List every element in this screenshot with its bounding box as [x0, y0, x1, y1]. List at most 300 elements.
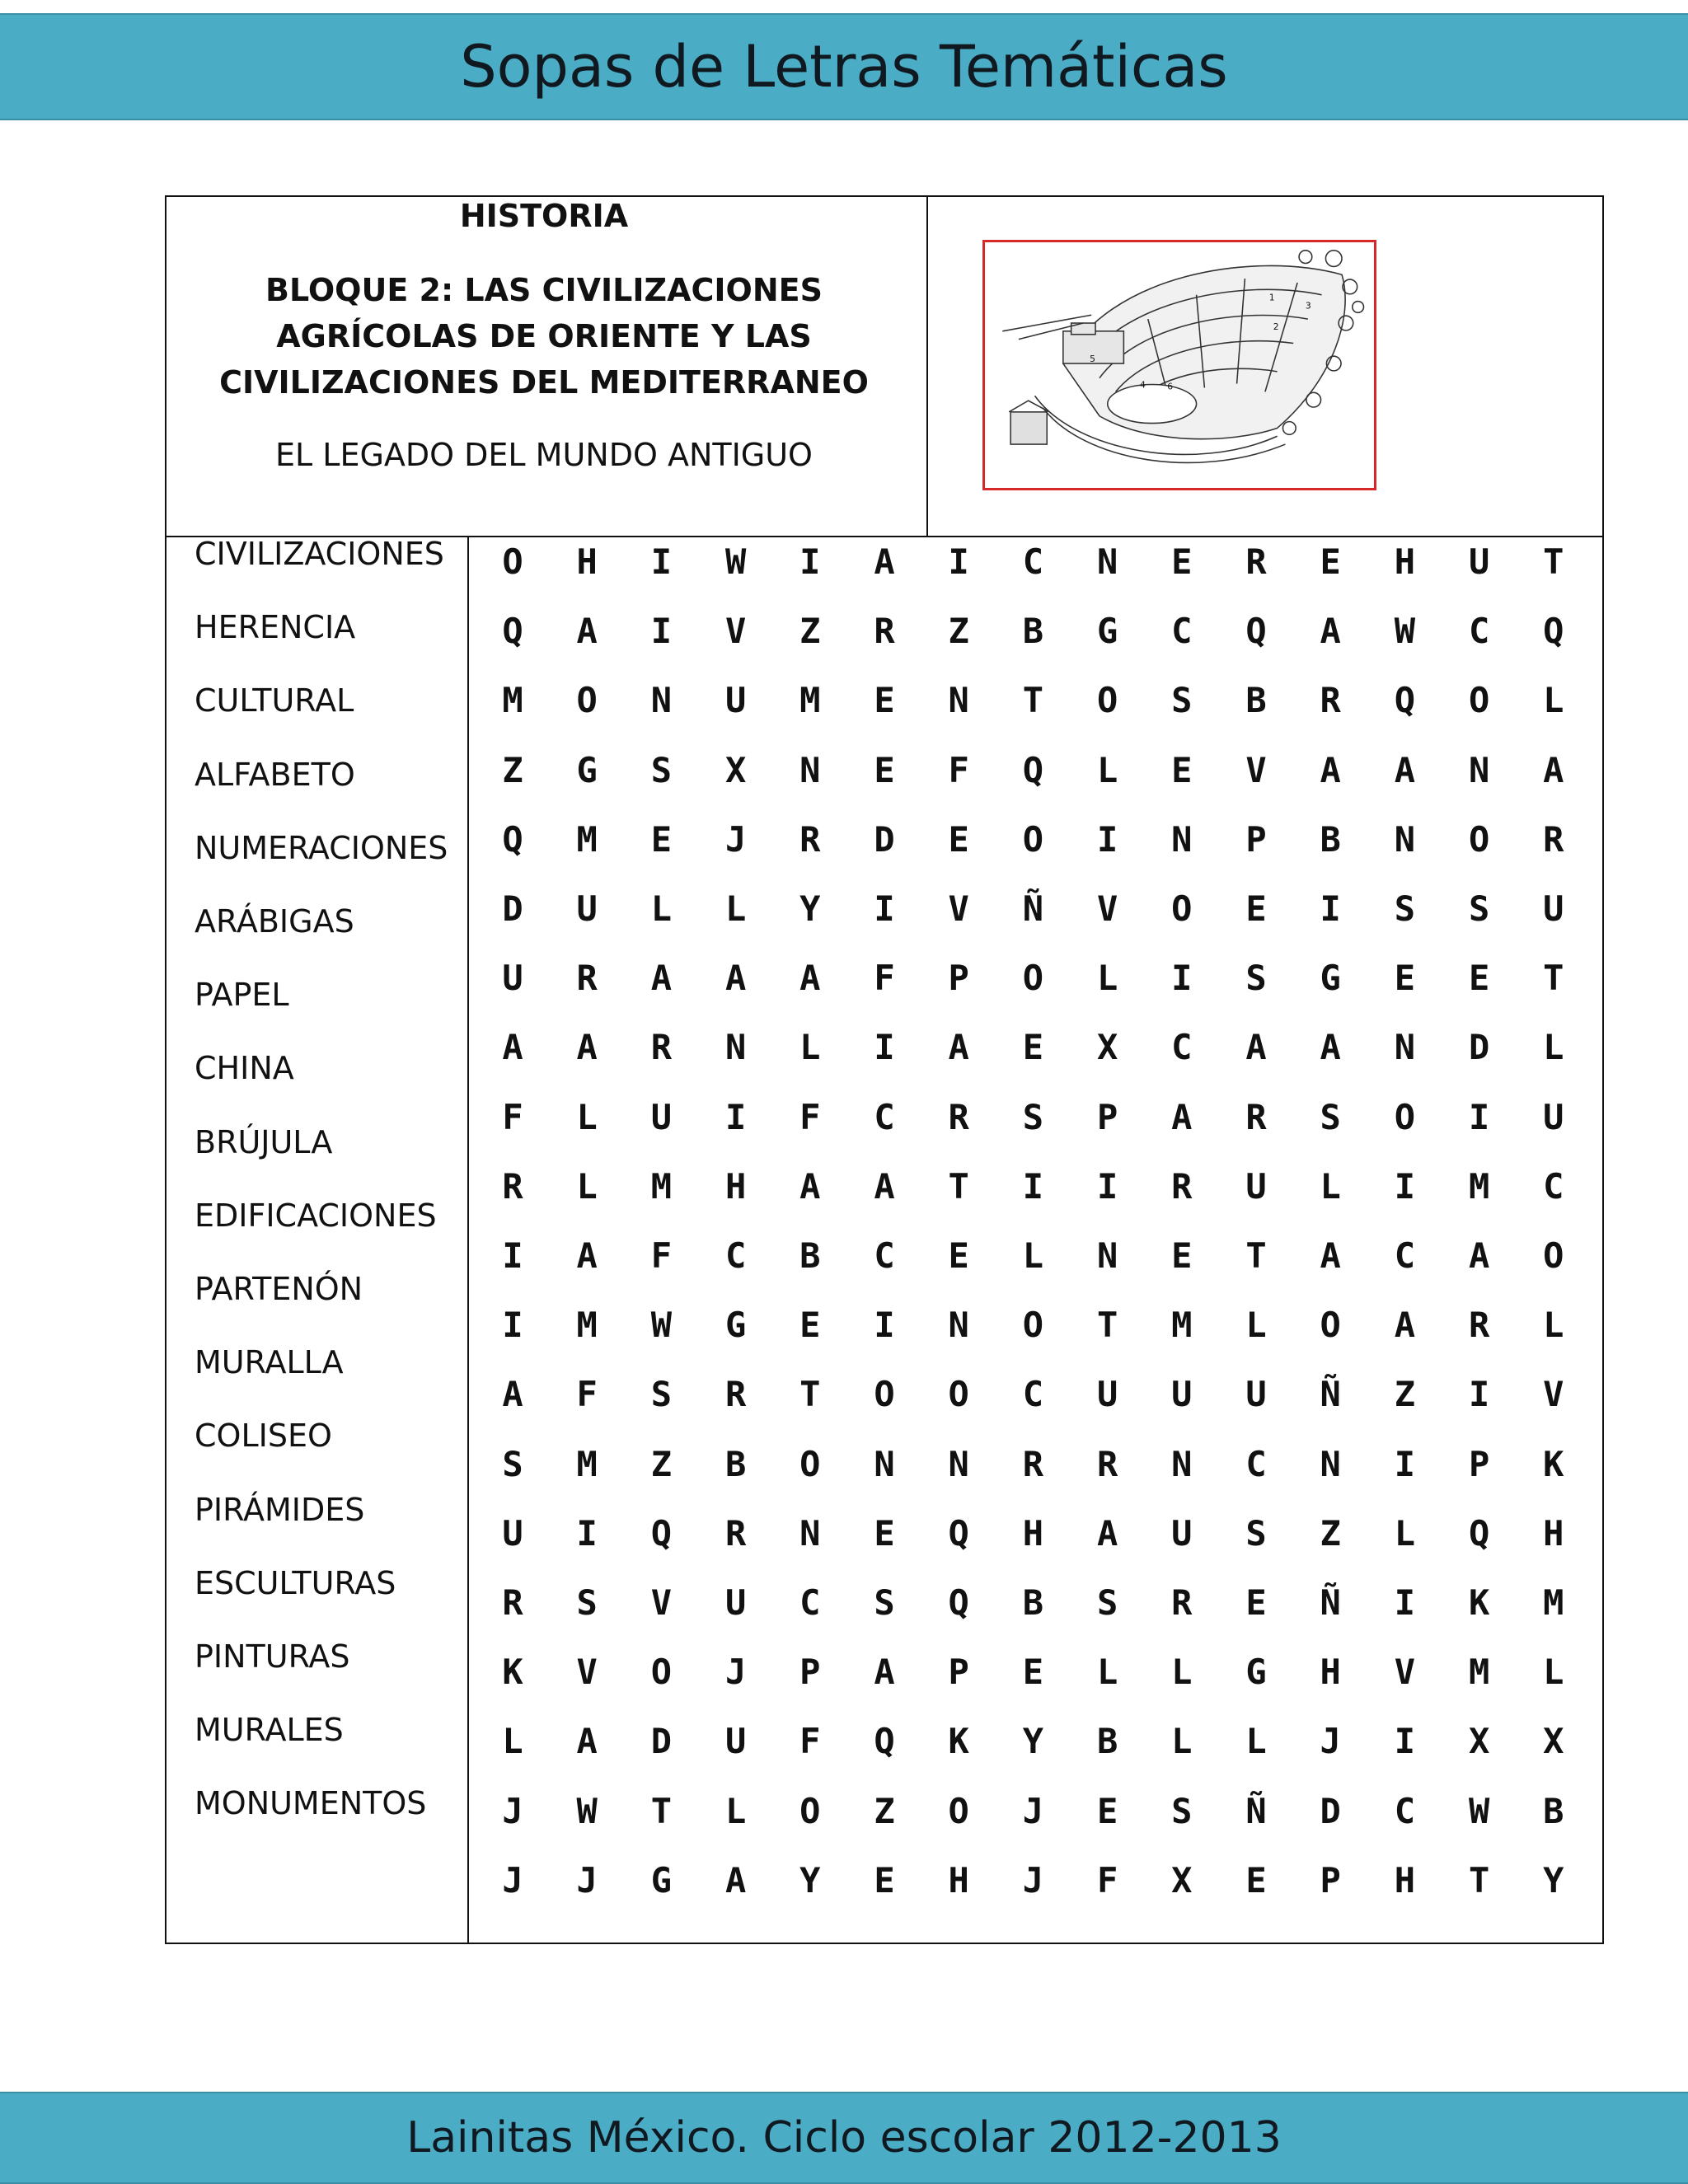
grid-letter[interactable]: M	[576, 1443, 598, 1484]
grid-letter[interactable]: A	[874, 1652, 895, 1693]
grid-letter[interactable]: G	[576, 749, 598, 790]
grid-letter[interactable]: C	[874, 1235, 895, 1276]
grid-letter[interactable]: L	[1096, 1652, 1118, 1693]
grid-letter[interactable]: K	[1543, 1443, 1564, 1484]
grid-letter[interactable]: N	[1171, 1443, 1193, 1484]
grid-letter[interactable]: A	[874, 1165, 895, 1207]
grid-letter[interactable]: R	[576, 958, 598, 999]
grid-letter[interactable]: A	[502, 1027, 523, 1068]
grid-letter[interactable]: R	[1171, 1582, 1193, 1623]
grid-letter[interactable]: K	[948, 1721, 969, 1762]
grid-letter[interactable]: Q	[1022, 749, 1044, 790]
grid-letter[interactable]: A	[724, 958, 747, 999]
grid-letter[interactable]: A	[650, 958, 673, 999]
grid-letter[interactable]: X	[1468, 1721, 1490, 1762]
grid-letter[interactable]: R	[1320, 680, 1341, 721]
grid-letter[interactable]: N	[948, 1305, 969, 1346]
grid-letter[interactable]: E	[1022, 1027, 1044, 1068]
grid-letter[interactable]: L	[724, 1790, 747, 1831]
grid-letter[interactable]: I	[502, 1305, 523, 1346]
grid-letter[interactable]: M	[1543, 1582, 1564, 1623]
grid-letter[interactable]: I	[1022, 1165, 1044, 1207]
grid-letter[interactable]: U	[724, 1582, 747, 1623]
grid-letter[interactable]: R	[650, 1027, 673, 1068]
grid-letter[interactable]: E	[948, 1235, 969, 1276]
grid-letter[interactable]: Q	[874, 1721, 895, 1762]
grid-letter[interactable]: F	[948, 749, 969, 790]
grid-letter[interactable]: M	[1468, 1165, 1490, 1207]
grid-letter[interactable]: C	[1394, 1235, 1416, 1276]
grid-letter[interactable]: D	[502, 888, 523, 929]
grid-letter[interactable]: I	[502, 1235, 523, 1276]
grid-letter[interactable]: S	[576, 1582, 598, 1623]
grid-letter[interactable]: S	[1171, 1790, 1193, 1831]
grid-letter[interactable]: N	[1320, 1443, 1341, 1484]
grid-letter[interactable]: E	[874, 1859, 895, 1900]
grid-letter[interactable]: I	[799, 541, 821, 582]
grid-letter[interactable]: U	[1171, 1374, 1193, 1415]
grid-letter[interactable]: P	[1320, 1859, 1341, 1900]
grid-letter[interactable]: L	[1171, 1652, 1193, 1693]
grid-letter[interactable]: C	[1022, 541, 1044, 582]
grid-letter[interactable]: X	[1096, 1027, 1118, 1068]
grid-letter[interactable]: B	[1096, 1721, 1118, 1762]
grid-letter[interactable]: U	[724, 1721, 747, 1762]
grid-letter[interactable]: B	[799, 1235, 821, 1276]
grid-letter[interactable]: A	[1320, 611, 1341, 652]
grid-letter[interactable]: E	[1171, 1235, 1193, 1276]
grid-letter[interactable]: N	[1394, 818, 1416, 860]
grid-letter[interactable]: T	[1245, 1235, 1267, 1276]
grid-letter[interactable]: A	[1394, 1305, 1416, 1346]
grid-letter[interactable]: O	[650, 1652, 673, 1693]
grid-letter[interactable]: T	[650, 1790, 673, 1831]
grid-letter[interactable]: R	[1096, 1443, 1118, 1484]
grid-letter[interactable]: S	[1096, 1582, 1118, 1623]
grid-letter[interactable]: Z	[1320, 1512, 1341, 1554]
grid-letter[interactable]: G	[1320, 958, 1341, 999]
grid-letter[interactable]: U	[724, 680, 747, 721]
grid-letter[interactable]: L	[724, 888, 747, 929]
grid-letter[interactable]: Q	[948, 1512, 969, 1554]
grid-letter[interactable]: I	[724, 1096, 747, 1137]
grid-letter[interactable]: S	[1320, 1096, 1341, 1137]
grid-letter[interactable]: L	[799, 1027, 821, 1068]
grid-letter[interactable]: O	[948, 1790, 969, 1831]
grid-letter[interactable]: R	[502, 1165, 523, 1207]
grid-letter[interactable]: E	[948, 818, 969, 860]
grid-letter[interactable]: M	[650, 1165, 673, 1207]
grid-letter[interactable]: T	[1543, 958, 1564, 999]
grid-letter[interactable]: A	[1171, 1096, 1193, 1137]
grid-letter[interactable]: L	[1022, 1235, 1044, 1276]
grid-letter[interactable]: P	[1468, 1443, 1490, 1484]
grid-letter[interactable]: X	[724, 749, 747, 790]
grid-letter[interactable]: A	[576, 1721, 598, 1762]
grid-letter[interactable]: A	[1320, 749, 1341, 790]
grid-letter[interactable]: F	[799, 1096, 821, 1137]
grid-letter[interactable]: F	[502, 1096, 523, 1137]
grid-letter[interactable]: N	[1394, 1027, 1416, 1068]
grid-letter[interactable]: S	[1468, 888, 1490, 929]
grid-letter[interactable]: B	[1543, 1790, 1564, 1831]
grid-letter[interactable]: W	[724, 541, 747, 582]
grid-letter[interactable]: Z	[502, 749, 523, 790]
grid-letter[interactable]: L	[1096, 958, 1118, 999]
grid-letter[interactable]: A	[874, 541, 895, 582]
grid-letter[interactable]: F	[576, 1374, 598, 1415]
grid-letter[interactable]: G	[1245, 1652, 1267, 1693]
grid-letter[interactable]: Y	[1543, 1859, 1564, 1900]
grid-letter[interactable]: V	[1096, 888, 1118, 929]
grid-letter[interactable]: Q	[650, 1512, 673, 1554]
grid-letter[interactable]: O	[1022, 1305, 1044, 1346]
grid-letter[interactable]: U	[576, 888, 598, 929]
grid-letter[interactable]: E	[1245, 888, 1267, 929]
grid-letter[interactable]: Ñ	[1245, 1790, 1267, 1831]
grid-letter[interactable]: A	[1394, 749, 1416, 790]
grid-letter[interactable]: C	[1245, 1443, 1267, 1484]
grid-letter[interactable]: J	[1022, 1790, 1044, 1831]
grid-letter[interactable]: S	[1394, 888, 1416, 929]
grid-letter[interactable]: O	[1468, 818, 1490, 860]
grid-letter[interactable]: A	[1543, 749, 1564, 790]
grid-letter[interactable]: O	[502, 541, 523, 582]
grid-letter[interactable]: R	[1245, 541, 1267, 582]
grid-letter[interactable]: Z	[874, 1790, 895, 1831]
grid-letter[interactable]: T	[799, 1374, 821, 1415]
grid-letter[interactable]: F	[874, 958, 895, 999]
grid-letter[interactable]: L	[576, 1096, 598, 1137]
grid-letter[interactable]: C	[1171, 1027, 1193, 1068]
grid-letter[interactable]: N	[1171, 818, 1193, 860]
grid-letter[interactable]: V	[1543, 1374, 1564, 1415]
grid-letter[interactable]: W	[576, 1790, 598, 1831]
grid-letter[interactable]: O	[948, 1374, 969, 1415]
grid-letter[interactable]: L	[576, 1165, 598, 1207]
grid-letter[interactable]: B	[1320, 818, 1341, 860]
grid-letter[interactable]: U	[1245, 1165, 1267, 1207]
grid-letter[interactable]: I	[874, 888, 895, 929]
grid-letter[interactable]: E	[1320, 541, 1341, 582]
grid-letter[interactable]: P	[1245, 818, 1267, 860]
grid-letter[interactable]: Y	[1022, 1721, 1044, 1762]
grid-letter[interactable]: H	[1394, 541, 1416, 582]
grid-letter[interactable]: A	[576, 611, 598, 652]
grid-letter[interactable]: S	[650, 1374, 673, 1415]
grid-letter[interactable]: T	[1096, 1305, 1118, 1346]
grid-letter[interactable]: J	[502, 1859, 523, 1900]
grid-letter[interactable]: O	[1022, 958, 1044, 999]
grid-letter[interactable]: V	[1245, 749, 1267, 790]
grid-letter[interactable]: M	[502, 680, 523, 721]
grid-letter[interactable]: E	[1468, 958, 1490, 999]
grid-letter[interactable]: R	[724, 1374, 747, 1415]
grid-letter[interactable]: U	[502, 958, 523, 999]
grid-letter[interactable]: C	[1394, 1790, 1416, 1831]
grid-letter[interactable]: R	[1022, 1443, 1044, 1484]
grid-letter[interactable]: L	[1245, 1305, 1267, 1346]
grid-letter[interactable]: N	[948, 1443, 969, 1484]
grid-letter[interactable]: V	[1394, 1652, 1416, 1693]
grid-letter[interactable]: S	[650, 749, 673, 790]
grid-letter[interactable]: K	[1468, 1582, 1490, 1623]
grid-letter[interactable]: L	[1320, 1165, 1341, 1207]
grid-letter[interactable]: N	[1468, 749, 1490, 790]
grid-letter[interactable]: I	[650, 541, 673, 582]
grid-letter[interactable]: Z	[650, 1443, 673, 1484]
grid-letter[interactable]: W	[650, 1305, 673, 1346]
grid-letter[interactable]: E	[1245, 1582, 1267, 1623]
grid-letter[interactable]: E	[1171, 541, 1193, 582]
grid-letter[interactable]: W	[1468, 1790, 1490, 1831]
grid-letter[interactable]: D	[874, 818, 895, 860]
grid-letter[interactable]: I	[576, 1512, 598, 1554]
grid-letter[interactable]: I	[1394, 1443, 1416, 1484]
grid-letter[interactable]: D	[1320, 1790, 1341, 1831]
grid-letter[interactable]: U	[1543, 888, 1564, 929]
grid-letter[interactable]: Q	[948, 1582, 969, 1623]
grid-letter[interactable]: R	[1468, 1305, 1490, 1346]
grid-letter[interactable]: P	[948, 958, 969, 999]
grid-letter[interactable]: R	[1245, 1096, 1267, 1137]
grid-letter[interactable]: C	[874, 1096, 895, 1137]
grid-letter[interactable]: Z	[948, 611, 969, 652]
grid-letter[interactable]: O	[799, 1443, 821, 1484]
grid-letter[interactable]: G	[650, 1859, 673, 1900]
grid-letter[interactable]: I	[1171, 958, 1193, 999]
grid-letter[interactable]: I	[948, 541, 969, 582]
grid-letter[interactable]: E	[1022, 1652, 1044, 1693]
grid-letter[interactable]: A	[1320, 1235, 1341, 1276]
grid-letter[interactable]: N	[724, 1027, 747, 1068]
grid-letter[interactable]: M	[1171, 1305, 1193, 1346]
grid-letter[interactable]: A	[1245, 1027, 1267, 1068]
grid-letter[interactable]: U	[502, 1512, 523, 1554]
grid-letter[interactable]: E	[650, 818, 673, 860]
grid-letter[interactable]: T	[1022, 680, 1044, 721]
grid-letter[interactable]: K	[502, 1652, 523, 1693]
grid-letter[interactable]: I	[1394, 1165, 1416, 1207]
grid-letter[interactable]: C	[1468, 611, 1490, 652]
grid-letter[interactable]: O	[1320, 1305, 1341, 1346]
grid-letter[interactable]: X	[1171, 1859, 1193, 1900]
grid-letter[interactable]: H	[1320, 1652, 1341, 1693]
grid-letter[interactable]: L	[1543, 680, 1564, 721]
grid-letter[interactable]: N	[874, 1443, 895, 1484]
grid-letter[interactable]: G	[724, 1305, 747, 1346]
grid-letter[interactable]: R	[799, 818, 821, 860]
grid-letter[interactable]: Q	[502, 818, 523, 860]
grid-letter[interactable]: Q	[502, 611, 523, 652]
grid-letter[interactable]: O	[576, 680, 598, 721]
grid-letter[interactable]: L	[1245, 1721, 1267, 1762]
grid-letter[interactable]: J	[724, 1652, 747, 1693]
grid-letter[interactable]: M	[799, 680, 821, 721]
grid-letter[interactable]: N	[1096, 1235, 1118, 1276]
grid-letter[interactable]: H	[724, 1165, 747, 1207]
grid-letter[interactable]: G	[1096, 611, 1118, 652]
grid-letter[interactable]: B	[1245, 680, 1267, 721]
grid-letter[interactable]: C	[724, 1235, 747, 1276]
grid-letter[interactable]: V	[948, 888, 969, 929]
grid-letter[interactable]: H	[1022, 1512, 1044, 1554]
grid-letter[interactable]: O	[1022, 818, 1044, 860]
grid-letter[interactable]: N	[799, 1512, 821, 1554]
grid-letter[interactable]: C	[1543, 1165, 1564, 1207]
grid-letter[interactable]: J	[1022, 1859, 1044, 1900]
grid-letter[interactable]: R	[948, 1096, 969, 1137]
grid-letter[interactable]: S	[1245, 1512, 1267, 1554]
grid-letter[interactable]: M	[576, 818, 598, 860]
grid-letter[interactable]: E	[874, 1512, 895, 1554]
grid-letter[interactable]: U	[1468, 541, 1490, 582]
grid-letter[interactable]: L	[1171, 1721, 1193, 1762]
grid-letter[interactable]: A	[948, 1027, 969, 1068]
grid-letter[interactable]: R	[502, 1582, 523, 1623]
grid-letter[interactable]: L	[1096, 749, 1118, 790]
grid-letter[interactable]: F	[1096, 1859, 1118, 1900]
grid-letter[interactable]: N	[1096, 541, 1118, 582]
grid-letter[interactable]: W	[1394, 611, 1416, 652]
grid-letter[interactable]: V	[724, 611, 747, 652]
grid-letter[interactable]: A	[576, 1027, 598, 1068]
grid-letter[interactable]: I	[1468, 1374, 1490, 1415]
grid-letter[interactable]: Z	[1394, 1374, 1416, 1415]
grid-letter[interactable]: V	[576, 1652, 598, 1693]
grid-letter[interactable]: F	[650, 1235, 673, 1276]
grid-letter[interactable]: A	[502, 1374, 523, 1415]
grid-letter[interactable]: L	[1543, 1027, 1564, 1068]
grid-letter[interactable]: Q	[1468, 1512, 1490, 1554]
grid-letter[interactable]: S	[1022, 1096, 1044, 1137]
grid-letter[interactable]: T	[948, 1165, 969, 1207]
grid-letter[interactable]: J	[724, 818, 747, 860]
grid-letter[interactable]: E	[799, 1305, 821, 1346]
grid-letter[interactable]: R	[1171, 1165, 1193, 1207]
grid-letter[interactable]: T	[1468, 1859, 1490, 1900]
grid-letter[interactable]: I	[650, 611, 673, 652]
grid-letter[interactable]: Ñ	[1022, 888, 1044, 929]
grid-letter[interactable]: B	[1022, 1582, 1044, 1623]
grid-letter[interactable]: M	[576, 1305, 598, 1346]
grid-letter[interactable]: H	[948, 1859, 969, 1900]
grid-letter[interactable]: N	[799, 749, 821, 790]
grid-letter[interactable]: L	[1543, 1652, 1564, 1693]
grid-letter[interactable]: I	[1096, 1165, 1118, 1207]
grid-letter[interactable]: V	[650, 1582, 673, 1623]
grid-letter[interactable]: A	[576, 1235, 598, 1276]
grid-letter[interactable]: H	[576, 541, 598, 582]
grid-letter[interactable]: X	[1543, 1721, 1564, 1762]
grid-letter[interactable]: I	[1096, 818, 1118, 860]
grid-letter[interactable]: L	[1394, 1512, 1416, 1554]
grid-letter[interactable]: I	[1320, 888, 1341, 929]
grid-letter[interactable]: Y	[799, 1859, 821, 1900]
grid-letter[interactable]: E	[1394, 958, 1416, 999]
grid-letter[interactable]: O	[1394, 1096, 1416, 1137]
grid-letter[interactable]: E	[874, 749, 895, 790]
grid-letter[interactable]: D	[1468, 1027, 1490, 1068]
grid-letter[interactable]: Ñ	[1320, 1582, 1341, 1623]
grid-letter[interactable]: J	[1320, 1721, 1341, 1762]
grid-letter[interactable]: C	[1022, 1374, 1044, 1415]
grid-letter[interactable]: E	[1245, 1859, 1267, 1900]
grid-letter[interactable]: O	[874, 1374, 895, 1415]
grid-letter[interactable]: D	[650, 1721, 673, 1762]
grid-letter[interactable]: Z	[799, 611, 821, 652]
grid-letter[interactable]: I	[1468, 1096, 1490, 1137]
grid-letter[interactable]: R	[1543, 818, 1564, 860]
grid-letter[interactable]: N	[650, 680, 673, 721]
grid-letter[interactable]: L	[650, 888, 673, 929]
grid-letter[interactable]: S	[1245, 958, 1267, 999]
grid-letter[interactable]: A	[724, 1859, 747, 1900]
grid-letter[interactable]: M	[1468, 1652, 1490, 1693]
grid-letter[interactable]: E	[874, 680, 895, 721]
grid-letter[interactable]: A	[1320, 1027, 1341, 1068]
grid-letter[interactable]: Y	[799, 888, 821, 929]
grid-letter[interactable]: H	[1543, 1512, 1564, 1554]
grid-letter[interactable]: I	[1394, 1582, 1416, 1623]
grid-letter[interactable]: I	[874, 1305, 895, 1346]
grid-letter[interactable]: O	[1468, 680, 1490, 721]
grid-letter[interactable]: P	[948, 1652, 969, 1693]
grid-letter[interactable]: N	[948, 680, 969, 721]
grid-letter[interactable]: A	[799, 1165, 821, 1207]
grid-letter[interactable]: S	[502, 1443, 523, 1484]
grid-letter[interactable]: O	[1096, 680, 1118, 721]
grid-letter[interactable]: O	[1543, 1235, 1564, 1276]
grid-letter[interactable]: E	[1171, 749, 1193, 790]
grid-letter[interactable]: Q	[1543, 611, 1564, 652]
grid-letter[interactable]: C	[1171, 611, 1193, 652]
grid-letter[interactable]: A	[799, 958, 821, 999]
grid-letter[interactable]: A	[1468, 1235, 1490, 1276]
grid-letter[interactable]: B	[724, 1443, 747, 1484]
grid-letter[interactable]: O	[1171, 888, 1193, 929]
grid-letter[interactable]: B	[1022, 611, 1044, 652]
grid-letter[interactable]: P	[799, 1652, 821, 1693]
grid-letter[interactable]: U	[1096, 1374, 1118, 1415]
grid-letter[interactable]: U	[1543, 1096, 1564, 1137]
grid-letter[interactable]: E	[1096, 1790, 1118, 1831]
grid-letter[interactable]: L	[1543, 1305, 1564, 1346]
grid-letter[interactable]: R	[724, 1512, 747, 1554]
grid-letter[interactable]: A	[1096, 1512, 1118, 1554]
grid-letter[interactable]: U	[650, 1096, 673, 1137]
grid-letter[interactable]: R	[874, 611, 895, 652]
grid-letter[interactable]: U	[1171, 1512, 1193, 1554]
grid-letter[interactable]: J	[502, 1790, 523, 1831]
grid-letter[interactable]: U	[1245, 1374, 1267, 1415]
grid-letter[interactable]: L	[502, 1721, 523, 1762]
grid-letter[interactable]: T	[1543, 541, 1564, 582]
grid-letter[interactable]: S	[1171, 680, 1193, 721]
grid-letter[interactable]: Ñ	[1320, 1374, 1341, 1415]
grid-letter[interactable]: F	[799, 1721, 821, 1762]
grid-letter[interactable]: Q	[1245, 611, 1267, 652]
grid-letter[interactable]: I	[874, 1027, 895, 1068]
grid-letter[interactable]: Q	[1394, 680, 1416, 721]
grid-letter[interactable]: C	[799, 1582, 821, 1623]
grid-letter[interactable]: P	[1096, 1096, 1118, 1137]
grid-letter[interactable]: I	[1394, 1721, 1416, 1762]
grid-letter[interactable]: S	[874, 1582, 895, 1623]
grid-letter[interactable]: J	[576, 1859, 598, 1900]
grid-letter[interactable]: O	[799, 1790, 821, 1831]
grid-letter[interactable]: H	[1394, 1859, 1416, 1900]
